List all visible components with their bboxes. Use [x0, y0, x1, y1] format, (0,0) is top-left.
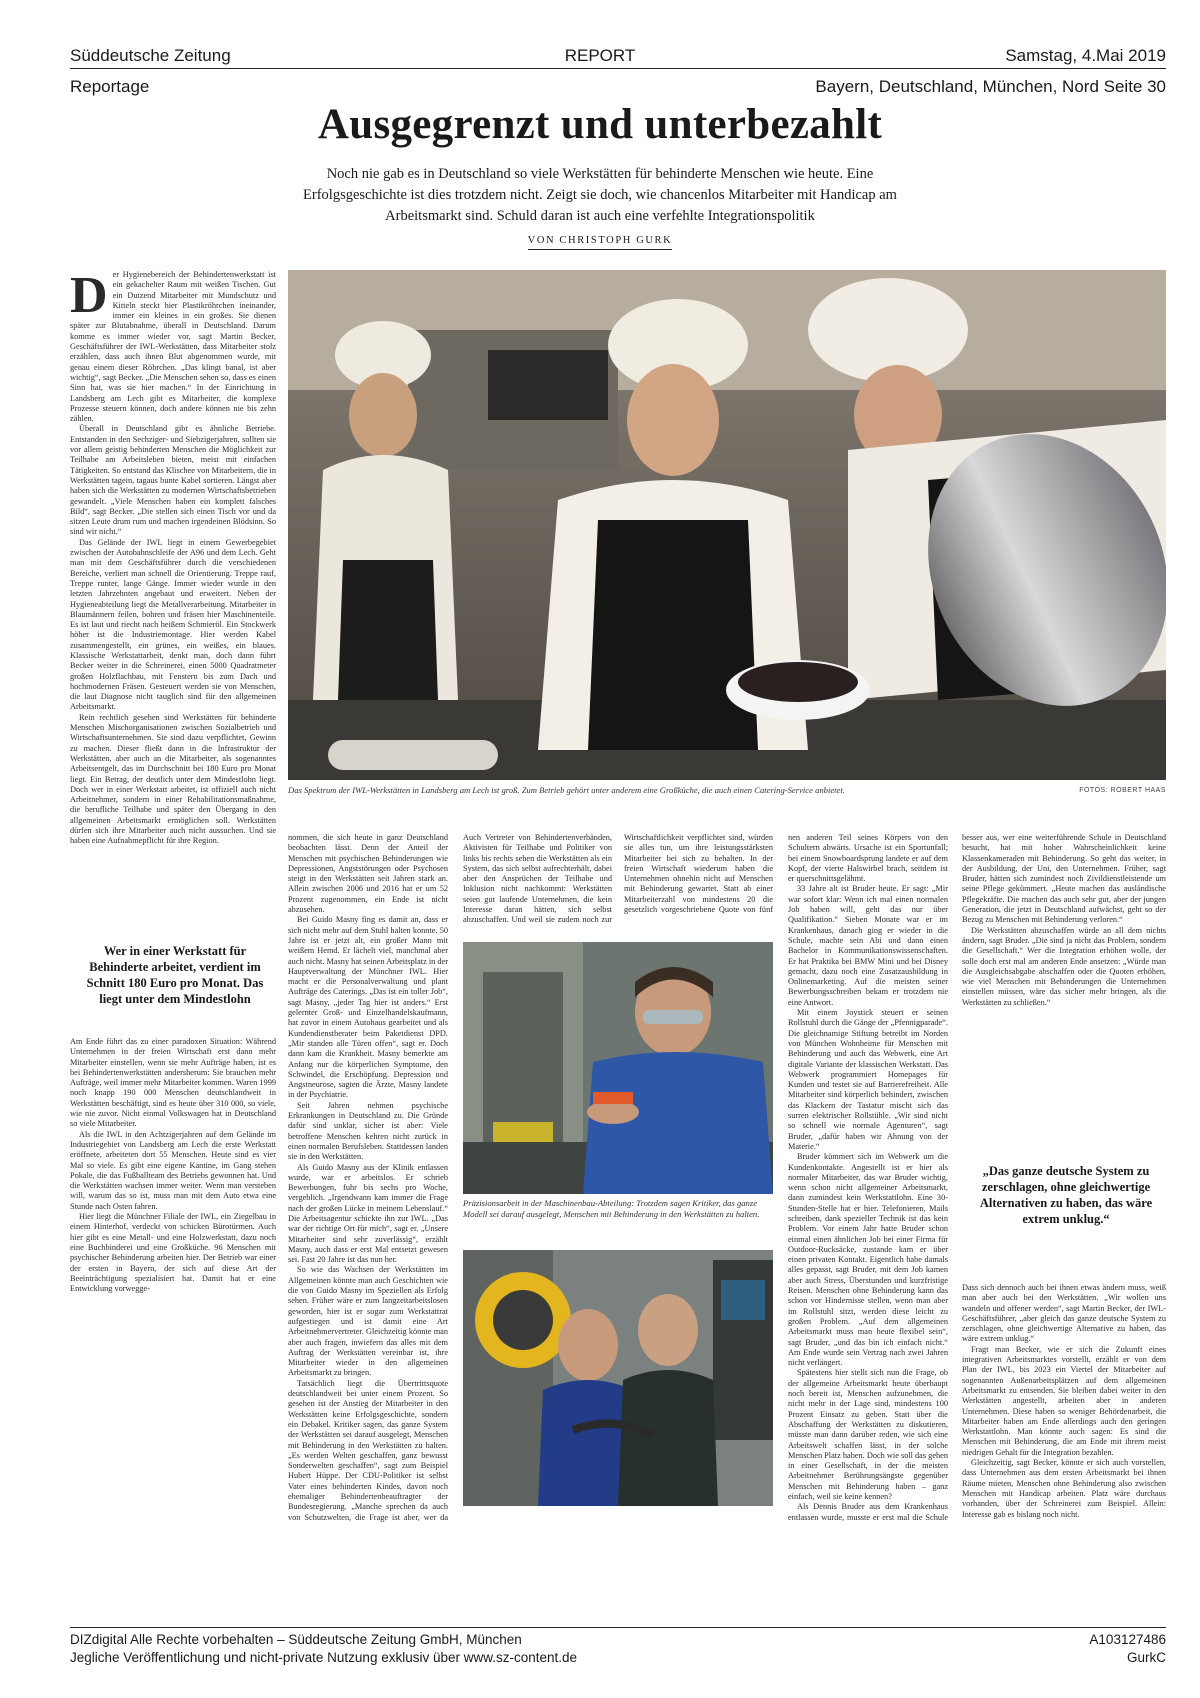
- paragraph: nen anderen Teil seines Körpers von den Schultern abwärts. Ursache ist ein Sportunfall; bei einem Snowboardsprung landete er auf dem Kopf, der vierte Halswirbel brach, seitdem ist er querschnittsgelähmt.: [788, 833, 948, 884]
- edition-page-label: Bayern, Deutschland, München, Nord Seite 30: [815, 77, 1166, 96]
- paragraph: Als Dennis Bruder aus dem Krankenhaus entlassen wurde, musste er erst mal die Schule: [788, 1502, 948, 1522]
- paragraph: So wie das Wachsen der Werkstätten im Allgemeinen könnte man auch Geschichten wie die von Guido Masny im Speziellen als Erfolg sehen. Früher wäre er zum langzeitarbeitslosen geworden, hier ist er sogar zum Werkstattrat aufgestiegen und ist damit eine Art Arbeitnehmervertreter. Gleichzeitig könnte man aber auch fragen, inwiefern das alles mit dem Auftrag der Werkstätten vereinbar ist, ihre Mitarbeiter wieder in den allgemeinen Arbeitsmarkt zu bringen.: [288, 1265, 448, 1378]
- paragraph: Seit Jahren nehmen psychische Erkrankungen in Deutschland zu. Die Gründe dafür sind unklar, sicher ist aber: Viele betroffene Menschen kehren nicht zurück in einen normalen Berufsleben. Stattdessen landen sie in den Werkstätten.: [288, 1100, 448, 1162]
- paragraph: er Hygienebereich der Behindertenwerkstatt ist ein gekachelter Raum mit weißen Tischen. Gut ein Dutzend Mitarbeiter mit Mundschutz und Kitteln steckt hier Plastikröhrchen ineinander, immer ein kleines in ein großes. Sie dienen später zur Blutabnahme, überall in Deutschland. Darum komme es immer wieder vor, sagt Martin Becker, Geschäftsführer der IWL-Werkstätten, dass Mitarbeiter stolz erzählen, dass auch ihnen Blut abgenommen wurde, mit genau einem dieser Röhrchen. „Das klingt banal, ist aber wichtig“, sagt Becker. „Die Menschen sehen so, dass es einen Sinn hat, was sie hier machen.“ In der Einrichtung in Landsberg am Lech gibt es Mitarbeiter, die komplexe Prozesse steuern können, doch andere können nie bis zehn zählen.: [70, 270, 276, 424]
- paragraph: Bruder kümmert sich im Webwerk um die Kundenkontakte. Angestellt ist er hier als normaler Mitarbeiter, das war Bruder wichtig, wenn schon nicht allgemeiner Arbeitsmarkt, dann zumindest kein Werkstattlohn. Eine 30-Stunden-Stelle hat er hier. Telefonieren, Mails schreiben, dank spezieller Technik ist das kein Problem. Vor einem Jahr hatte Bruder schon einmal einen ähnlichen Job bei einer Firma für Outdoor-Rucksäcke, zustande kam er über einen privaten Kontakt. Eigentlich habe damals alles gepasst, sagt Bruder, mit dem Job kamen aber auch Stress, Überstunden und kurzfristige Reisen. Menschen ohne Behinderung kann das schon vor Hindernisse stellen, wenn man aber im Rollstuhl sitzt, werden diese leicht zu großen Problem. „Auf dem allgemeinen Arbeitsmarkt muss man heute flexibel sein“, sagt Bruder, „und das bin ich einfach nicht.“ Am Ende wurde sein Vertrag nach zwei Jahren nicht verlängert.: [788, 1152, 948, 1368]
- pull-quote-right: „Das ganze deutsche System zu zerschlagen, ohne gleichwertige Alternativen zu haben, das wäre extrem unklug.“: [979, 1164, 1153, 1226]
- issue-date: Samstag, 4.Mai 2019: [1005, 46, 1166, 65]
- paragraph: Am Ende führt das zu einer paradoxen Situation: Während Unternehmen in der freien Wirtschaft erst dann mehr Mitarbeiter einstellen, wenn sie mehr Aufträge haben, ist es bei Behindertenwerkstätten andersherum: Sie brauchen mehr Aufträge, weil immer mehr Mitarbeiter kommen. Waren 1999 noch knapp 190 000 Menschen deutschlandweit in Werkstätten beschäftigt, sind es heute über 310 000, so viele, wie nie zuvor. Nicht einmal Volkswagen hat in Deutschland so viele Mitarbeiter.: [70, 1037, 276, 1129]
- paragraph: Bei Guido Masny fing es damit an, dass er sich nicht mehr auf dem Stuhl halten konnte. 50 Jahre ist er jetzt alt, ein großer Mann mit weißem Hemd. Er lächelt viel, manchmal aber auch nicht. Masny hat seinen Arbeitsplatz in der Hauptverwaltung der Münchner IWL. Hier macht er die Personalverwaltung und plant Aufträge des Caterings. „Das ist ein toller Job“, sagt Masny, „jeder Tag hier ist anders.“ Erst gelernter Groß- und Einzelhandelskaufmann, hat zuvor in einem Autohaus gearbeitet und als Kundendienstberater beim Paketdienst DPD. „Mir standen alle Türen offen“, sagt er. Doch dann kam die Krankheit. Masny bemerkte am Anfang nur die körperlichen Symptome, den Schwindel, die Erschöpfung. Depression und Angstneurose, sagten die Ärzte, Masny landete in der Psychiatrie.: [288, 915, 448, 1100]
- kitchen-photo: [288, 270, 1166, 780]
- article-byline: VON CHRISTOPH GURK: [528, 235, 673, 250]
- main-photo-caption: Das Spektrum der IWL-Werkstätten in Landsberg am Lech ist groß. Zum Betrieb gehört unter anderem eine Großküche, die auch einen Catering-Service anbietet.: [288, 785, 845, 795]
- article-column-1-continued: [70, 1037, 276, 1519]
- header-rule: [70, 68, 1166, 69]
- workshop-photo: [463, 1250, 773, 1506]
- article-subhead: Noch nie gab es in Deutschland so viele Werkstätten für behinderte Menschen wie heute. Eine Erfolgsgeschichte ist dies trotzdem nicht. Zeigt sie doch, wie chancenlos Mitarbeiter mit Handicap am Arbeitsmarkt sind. Schuld daran ist auch eine verfehlte Integrationspolitik: [303, 166, 897, 224]
- paragraph: Auch Vertreter von Behindertenverbänden, Aktivisten für Teilhabe und Politiker von links bis rechts sehen die Werkstätten als ein System, das sich selbst aufrechterhält, dabei aber den Ansprüchen der Teilhabe und Inklusion nicht nachkommt: Werkstätten seien gut laufende Unternehmen, die kein Interesse daran hätten, sich selbst abzuschaffen. Und weil sie zudem noch zur Wirtschaftlichkeit verpflichtet sind, würden sie alles tun, um ihre leistungsstärksten Mitarbeiter bei sich zu behalten. In der freien Wirtschaft wiederum haben die Unternehmen ohnehin nicht auf Menschen mit Behinderung gewartet. Statt ab einer Mitarbeiterzahl von mindestens 20 die gesetzlich vorgeschriebene Quote von fünf: [463, 833, 773, 925]
- paragraph: Tatsächlich liegt die Übertrittsquote deutschlandweit bei unter einem Prozent. So gesehen ist der Anstieg der Mitarbeiter in den Werkstätten keine Erfolgsgeschichte, sondern ein Debakel. Kritiker sagen, das ganze System der Werkstätten sei darauf ausgelegt, Menschen mit Behinderung in den Werkstätten zu halten. „Es werden Welten geschaffen, ganz bewusst Sonderwelten geschaffen“, sagt zum Beispiel Hubert Hüppe. Der CDU-Politiker ist selbst Vater eines behinderten Kindes, davon noch ehemaliger Behindertenbeauftragter der Bundesregierung. „Manche sprechen da auch von Schutzwelten, die Frage ist aber, wer da: [288, 1378, 448, 1522]
- machinist-photo: [463, 942, 773, 1194]
- paragraph: Mit einem Joystick steuert er seinen Rollstuhl durch die Gänge der „Pfennigparade“. Die gleichnamige Stiftung betreibt im Norden von München Wohnheime für Menschen mit Behinderung und auch das Webwerk, eine Art digitale Variante der klassischen Werkstatt. Das Webwerk programmiert Homepages für Kunden und testet sie auf Barrierefreiheit. Alle Mitarbeiter sind körperlich behindert, zwischen das Klackern der Tastatur mischt sich das surren elektrischer Rollstühle. „Wir sind nicht so schnell wie normale Agenturen“, sagt Bruder, „dafür haben wir Ahnung von der Materie.“: [788, 1008, 948, 1151]
- paragraph: Gleichzeitig, sagt Becker, könnte er sich auch vorstellen, dass Unternehmen aus dem ersten Arbeitsmarkt bei ihnen Räume mieten, Menschen ohne Behinderung also zwischen Menschen mit Handicap arbeiten. Platz wäre durchaus vorhanden, über der Schreinerei zum Beispiel. Allein: Interesse gab es bislang noch nicht.: [962, 1458, 1166, 1519]
- section-label: REPORT: [564, 46, 636, 65]
- paragraph: Überall in Deutschland gibt es ähnliche Betriebe. Entstanden in den Sechziger- und Siebzigerjahren, sollten sie vor allem geistig behinderten Menschen die Möglichkeit zur Teilhabe am Arbeitsleben bieten, meist mit einfachen Tätigkeiten. So entstand das Klischee von Mitarbeitern, die in Werkstätten tagein, tagaus bunte Kabel sortieren. Längst aber haben sich die Werkstätten zu modernen Wirtschaftsbetrieben gewandelt. „Viele Menschen haben ein komplett falsches Bild“, sagt Becker. „Die stellen sich einen Tisch vor und da sitzen Leute drum rum und machen irgendeinen Blödsinn. So sind wir nicht.“: [70, 424, 276, 537]
- pull-quote-left: Wer in einer Werkstatt für Behinderte arbeitet, verdient im Schnitt 180 Euro pro Monat. Das liegt unter dem Mindestlohn: [86, 944, 264, 1006]
- footer-rule: [70, 1627, 1166, 1628]
- footer-document-id: A103127486: [1089, 1632, 1166, 1647]
- paragraph: Als die IWL in den Achtzigerjahren auf dem Gelände im Industriegebiet von Landsberg am Lech die erste Werkstatt eröffnete, arbeiteten dort 55 Menschen. Heute sind es vier Mal so viele. Es gibt eine eigene Kantine, im Gang stehen Pokale, die das Fußballteam des Betriebs gewonnen hat. Und die Werkstätten wachsen immer weiter. Wenn man versteben will, warum das so ist, muss man mit dem Auto etwa eine Stunde nach Osten fahren.: [70, 1129, 276, 1211]
- paragraph: Die Werkstätten abzuschaffen würde an all dem nichts ändern, sagt Bruder. „Die sind ja nicht das Problem, sondern die Gesellschaft.“ Wer die Integration erhöhen wolle, der solle doch erst mal am anderen Ende ansetzen: „Würde man die Ausgleichsabgabe abschaffen oder die Quoten erhöhen, wie viel Menschen mit Behinderungen die Unternehmen einstellen müssen, wäre das sicher mehr bringen, als die Werkstätten zu schließen.“: [962, 925, 1166, 1007]
- article-column-5: [962, 833, 1166, 1139]
- paragraph: Rein rechtlich gesehen sind Werkstätten für behinderte Menschen Mischorganisationen zwischen Sozialbetrieb und Wirtschaftsunternehmen. Sie sind dazu verpflichtet, Gewinn zu machen. Dieser fließt dann in die Infrastruktur der Werkstätten, aber auch an die Mitarbeiter, als sogenanntes Arbeitsentgelt, das im Durchschnitt bei 180 Euro pro Monat liegt. Ein Betrag, der deutlich unter dem Mindestlohn liegt. Doch wer in einer Werkstatt arbeitet, ist offiziell auch nicht Arbeitnehmer, sondern in einer Rehabilitationsmaßnahme, die berufliche Teilhabe und später den Übergang in den allgemeinen Arbeitsmarkt ermöglichen soll. Werkstätten dürfen sich ihre Mitarbeiter auch nicht aussuchen. Und sie haben eine Aufnahmepflicht für ihre Region.: [70, 712, 276, 846]
- paragraph: Hier liegt die Münchner Filiale der IWL, ein Ziegelbau in einem Hinterhof, verdeckt von schicken Bürotürmen. Auch hier gibt es eine Metall- und eine Holzwerkstatt, dazu noch eine Buchbinderei und eine Großküche. 96 Menschen mit psychischer Behinderung arbeiten hier. Der Betrieb war einer der ersten in Bayern, der sich auf diese Art der Beeinträchtigung spezialisiert hat. Damit hat er eine Entwicklung vorwegge-: [70, 1212, 276, 1294]
- byline-wrapper: [0, 230, 1200, 250]
- drop-cap: D: [70, 270, 108, 324]
- footer-usage-note: Jegliche Veröffentlichung und nicht-private Nutzung exklusiv über www.sz-content.de: [70, 1650, 578, 1665]
- photo-credit: FOTOS: ROBERT HAAS: [1079, 787, 1166, 794]
- rubric-label: Reportage: [70, 77, 150, 96]
- article-column-3: [463, 833, 773, 931]
- footer-rights: DIZdigital Alle Rechte vorbehalten – Süddeutsche Zeitung GmbH, München: [70, 1632, 522, 1647]
- paragraph: Als Guido Masny aus der Klinik entlassen wurde, war er arbeitslos. Er schrieb Bewerbungen, fuhr bis sechs pro Woche, vergeblich. „Irgendwann kam immer die Frage nach der großen Lücke in meinem Lebenslauf.“ Die Arbeitsagentur schickte ihn zur IWL. „Das war der richtige Ort für mich“, sagt er. „Unsere Mitarbeiter sind sehr zuverlässig“, erzählt Masny, auch dass er erst Mal entsetzt gewesen sei. Fast 20 Jahre ist das nun her.: [288, 1162, 448, 1265]
- paragraph: Fragt man Becker, wie er sich die Zukunft eines integrativen Arbeitsmarktes vorstellt, erzählt er von dem Plan der IWL, bis 2023 ein Viertel der Mitarbeiter auf sogenannten Außenarbeitsplätzen auf dem allgemeinen Arbeitsmarkt zu entsenden. Sie bleiben dabei weiter in den Werkstätten angestellt, arbeiten aber in anderen Unternehmen. Diese haben so weniger Behördenarbeit, die Mitarbeiter haben am Ende allerdings auch den geringen Werkstattlohn. Man könnte auch sagen: Es sind die Menschen mit Behinderung, die am Ende mit ihrem meist niedrigen Gehalt für die Integration bezahlen.: [962, 1344, 1166, 1457]
- paragraph: nommen, die sich heute in ganz Deutschland beobachten lässt. Denn der Anteil der Menschen mit psychischen Behinderungen wie Depressionen, Angststörungen oder Psychosen steigt in den Werkstätten seit Jahren stark an. Allein zwischen 2006 und 2016 hat er um 52 Prozent zugenommen, ein Ende ist nicht abzusehen.: [288, 833, 448, 915]
- paragraph: besser aus, wer eine weiterführende Schule in Deutschland besucht, hat mit hoher Wahrscheinlichkeit keine Klassenkameraden mit Behinderung. So geht das weiter, in der Ausbildung, der Uni, den Unternehmen. Früher, sagt Bruder, hätten sich zumindest noch Zivildienstleistende um seine Pflege gekümmert. „Heute machen das ausländische Pflegekräfte. Die machen das auch sehr gut, aber der jungen Generation, die jetzt in Deutschland aufwächst, geht so der Bezug zu Menschen mit Behinderung verloren.“: [962, 833, 1166, 925]
- article-column-2: [288, 833, 448, 1523]
- article-column-5-continued: [962, 1283, 1166, 1523]
- machinist-photo-caption: Präzisionsarbeit in der Maschinenbau-Abteilung: Trotzdem sagen Kritiker, das ganze Modell sei darauf ausgelegt, Menschen mit Behinderung in den Werkstätten zu halten.: [463, 1198, 760, 1219]
- paragraph: Dass sich dennoch auch bei ihnen etwas ändern muss, weiß man aber auch bei den Werkstätten. „Wir wollen uns wandeln und offener werden“, sagt Martin Becker, der IWL-Geschäftsführer, „aber gleich das ganze deutsche System zu zerschlagen, ohne gleichwertige Alternative zu haben, das wäre extrem unklug.“: [962, 1283, 1166, 1344]
- paragraph: 33 Jahre alt ist Bruder heute. Er sagt: „Mir war sofort klar: Wenn ich mal einen normalen Job haben will, geht das nur über Qualifikation.“ Sieben Monate war er im Krankenhaus, danach ging er wieder in die Schule, machte sein Abi und dann einen Bachelor in Kommunikationswissenschaften. Er hat Praktika bei BMW Mini und bei Disney gemacht, dazu noch eine Zusatzausbildung in Onlinemarketing. Auf die meisten seiner Bewerbungsschreiben bekam er trotzdem nie eine Antwort.: [788, 884, 948, 1007]
- article-column-1: [70, 270, 276, 916]
- article-headline: Ausgegrenzt und unterbezahlt: [317, 101, 883, 148]
- footer-author-code: GurkC: [1126, 1650, 1166, 1665]
- paragraph: Spätestens hier stellt sich nun die Frage, ob der allgemeine Arbeitsmarkt heute überhaupt noch bereit ist, Menschen aufzunehmen, die nicht mehr in der Lage sind, mindestens 100 Prozent Einsatz zu geben. Statt über die Abschaffung der Werkstätten zu diskutieren, müsste man dann darüber reden, wie sich eine Arbeitswelt schaffen lässt, in der solche Menschen Platz haben. Doch wie soll das gehen in einer Gesellschaft, in der die meisten Arbeitnehmer Berührungsängste gegenüber Menschen mit Behinderung haben – ganz einfach, weil sie keine kennen?: [788, 1368, 948, 1501]
- article-column-4: [788, 833, 948, 1523]
- newspaper-name: Süddeutsche Zeitung: [70, 46, 231, 65]
- paragraph: Das Gelände der IWL liegt in einem Gewerbegebiet zwischen der Autobahnschleife der A96 und dem Lech. Geht man mit dem Geschäftsführer durch die verschiedenen Bereiche, verliert man schnell die Orientierung. Treppe rauf, Treppe runter, lange Gänge. Immer wieder wurde in den letzten Jahrzehnten angebaut und erweitert. Neben der Hygieneabteilung liegt die Metallverarbeitung. Mitarbeiter in Blaumännern feilen, bohren und fräsen hier Maschinenteile. Es ist laut und riecht nach heißem Schmieröl. Ein Stockwerk höher ist die Industriemontage. Hier werden Kabel zusammengestellt, ein grünes, ein weißes, ein blaues. Klassische Werkstattarbeit, denkt man, doch dann führt Becker weiter in die Schreinerei, einen 5000 Quadratmeter großen Holzflachbau, mit Fenstern bis zum Dach und hochmodernen Fräsen. Gesteuert werden sie von Menschen, die laut Diagnose nicht tauglich sind für den allgemeinen Arbeitsmarkt.: [70, 537, 276, 712]
